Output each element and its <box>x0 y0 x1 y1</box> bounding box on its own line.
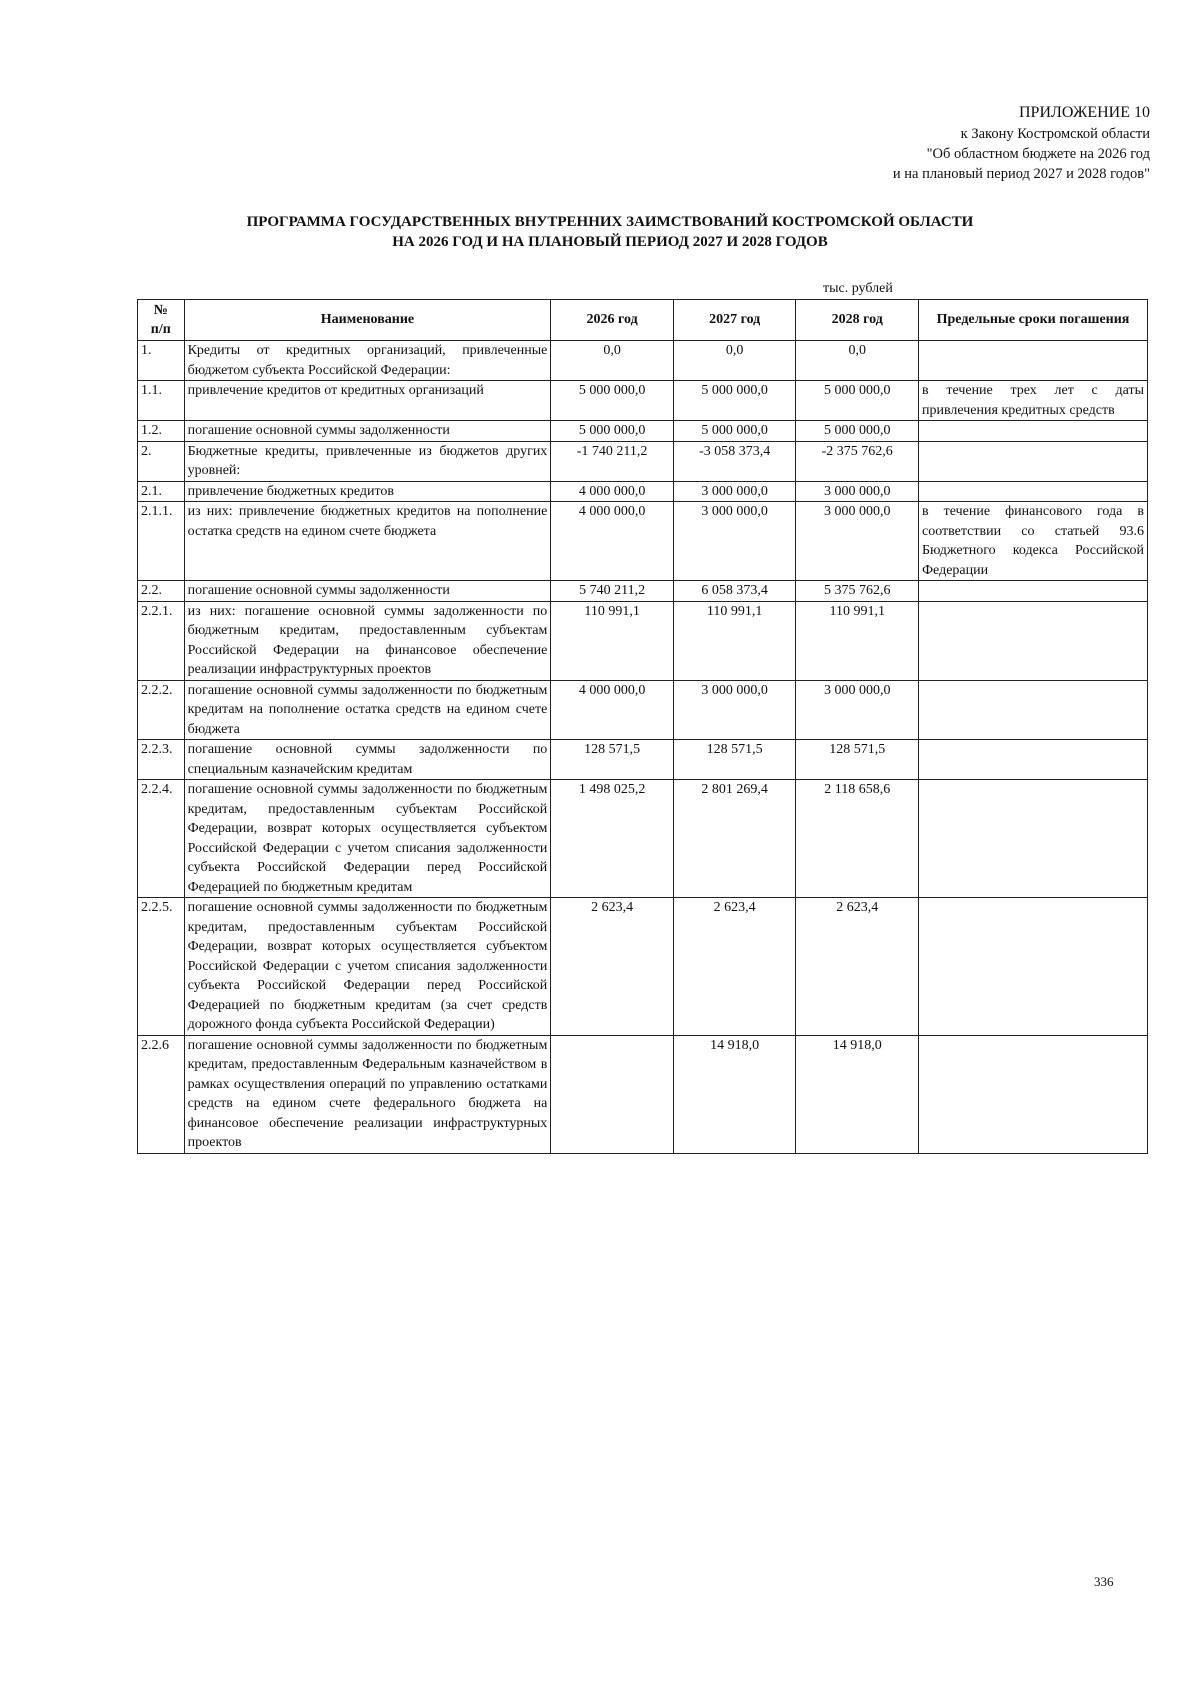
header-2026: 2026 год <box>551 300 674 341</box>
appendix-law-ref: к Закону Костромской области <box>960 126 1150 142</box>
row-value-2026: 4 000 000,0 <box>551 680 674 740</box>
row-name: Кредиты от кредитных организаций, привлеченные бюджетом субъекта Российской Федерации: <box>184 341 551 381</box>
table-row <box>138 898 1148 1036</box>
row-deadline <box>919 780 1148 898</box>
table-row <box>138 341 1148 381</box>
row-value-2026: 4 000 000,0 <box>551 502 674 581</box>
row-value-2028: 5 000 000,0 <box>796 421 919 442</box>
row-deadline <box>919 421 1148 442</box>
row-number: 2.1. <box>138 481 185 502</box>
table-row <box>138 680 1148 740</box>
row-value-2026: 5 740 211,2 <box>551 581 674 602</box>
row-value-2028: 3 000 000,0 <box>796 502 919 581</box>
appendix-header <box>893 102 1150 184</box>
row-number: 2.2.5. <box>138 898 185 1036</box>
table-body <box>138 341 1148 1154</box>
header-2028: 2028 год <box>796 300 919 341</box>
table-row <box>138 601 1148 680</box>
table-header-row <box>138 300 1148 341</box>
row-name: привлечение бюджетных кредитов <box>184 481 551 502</box>
header-num-label: п/п <box>150 322 171 337</box>
row-deadline <box>919 740 1148 780</box>
row-number: 2.2.4. <box>138 780 185 898</box>
table-row <box>138 381 1148 421</box>
row-number: 1. <box>138 341 185 381</box>
row-number: 2.2.6 <box>138 1035 185 1153</box>
row-value-2027: 0,0 <box>673 341 796 381</box>
header-deadline: Предельные сроки погашения <box>919 300 1148 341</box>
row-deadline: в течение финансового года в соответствии со статьей 93.6 Бюджетного кодекса Российской Федерации <box>919 502 1148 581</box>
row-name: погашение основной суммы задолженности по бюджетным кредитам, предоставленным Федеральным казначейством в рамках осуществления операций по управлению остатками средств на едином счете федерального бюджета на финансовое обеспечение реализации инфраструктурных проектов <box>184 1035 551 1153</box>
row-value-2026: 0,0 <box>551 341 674 381</box>
row-value-2028: 14 918,0 <box>796 1035 919 1153</box>
title-line-2: НА 2026 ГОД И НА ПЛАНОВЫЙ ПЕРИОД 2027 И 2028 ГОДОВ <box>392 234 828 250</box>
row-deadline <box>919 481 1148 502</box>
row-value-2026: 110 991,1 <box>551 601 674 680</box>
row-number: 2. <box>138 441 185 481</box>
row-deadline <box>919 1035 1148 1153</box>
row-value-2027: 5 000 000,0 <box>673 381 796 421</box>
appendix-law-period: и на плановый период 2027 и 2028 годов" <box>892 166 1150 182</box>
table-row <box>138 581 1148 602</box>
row-value-2027: 3 000 000,0 <box>673 481 796 502</box>
table-row <box>138 421 1148 442</box>
table-row <box>138 1035 1148 1153</box>
row-name: погашение основной суммы задолженности <box>184 581 551 602</box>
row-value-2027: 110 991,1 <box>673 601 796 680</box>
row-deadline: в течение трех лет с даты привлечения кредитных средств <box>919 381 1148 421</box>
table-row <box>138 441 1148 481</box>
row-name: погашение основной суммы задолженности по специальным казначейским кредитам <box>184 740 551 780</box>
row-value-2027: 14 918,0 <box>673 1035 796 1153</box>
row-value-2028: 128 571,5 <box>796 740 919 780</box>
row-value-2026: 128 571,5 <box>551 740 674 780</box>
row-deadline <box>919 601 1148 680</box>
title-line-1: ПРОГРАММА ГОСУДАРСТВЕННЫХ ВНУТРЕННИХ ЗАИМСТВОВАНИЙ КОСТРОМСКОЙ ОБЛАСТИ <box>246 214 974 230</box>
row-number: 2.2.2. <box>138 680 185 740</box>
row-name: погашение основной суммы задолженности по бюджетным кредитам, предоставленным субъектам Российской Федерации, возврат которых осуществляется субъектом Российской Федерации с учетом списания задолженности субъекта Российской Федерации перед Российской Федерацией по бюджетным кредитам (за счет средств дорожного фонда субъекта Российской Федерации) <box>184 898 551 1036</box>
table-row <box>138 780 1148 898</box>
row-value-2026: 4 000 000,0 <box>551 481 674 502</box>
row-number: 2.2.1. <box>138 601 185 680</box>
appendix-law-title: "Об областном бюджете на 2026 год <box>926 146 1150 162</box>
row-number: 2.1.1. <box>138 502 185 581</box>
row-value-2027: 5 000 000,0 <box>673 421 796 442</box>
row-name: из них: привлечение бюджетных кредитов на пополнение остатка средств на едином счете бюджета <box>184 502 551 581</box>
row-deadline <box>919 680 1148 740</box>
row-value-2026: 5 000 000,0 <box>551 381 674 421</box>
row-number: 2.2. <box>138 581 185 602</box>
row-number: 1.2. <box>138 421 185 442</box>
row-value-2027: 3 000 000,0 <box>673 680 796 740</box>
units-label: тыс. рублей <box>823 281 893 296</box>
row-value-2028: 0,0 <box>796 341 919 381</box>
borrowings-table <box>137 299 1148 1154</box>
document-title <box>0 212 1200 252</box>
row-deadline <box>919 581 1148 602</box>
row-value-2028: 3 000 000,0 <box>796 481 919 502</box>
row-name: погашение основной суммы задолженности по бюджетным кредитам на пополнение остатка средств на едином счете бюджета <box>184 680 551 740</box>
header-name: Наименование <box>184 300 551 341</box>
row-name: привлечение кредитов от кредитных организаций <box>184 381 551 421</box>
row-deadline <box>919 441 1148 481</box>
row-value-2027: 128 571,5 <box>673 740 796 780</box>
row-value-2028: 5 375 762,6 <box>796 581 919 602</box>
table-row <box>138 481 1148 502</box>
row-value-2028: 2 623,4 <box>796 898 919 1036</box>
row-name: Бюджетные кредиты, привлеченные из бюджетов других уровней: <box>184 441 551 481</box>
row-value-2026: -1 740 211,2 <box>551 441 674 481</box>
header-num-symbol: № <box>153 302 168 318</box>
row-value-2027: 2 623,4 <box>673 898 796 1036</box>
appendix-number: ПРИЛОЖЕНИЕ 10 <box>1018 104 1150 121</box>
row-value-2028: 2 118 658,6 <box>796 780 919 898</box>
row-name: погашение основной суммы задолженности по бюджетным кредитам, предоставленным субъектам Российской Федерации, возврат которых осуществляется субъектом Российской Федерации с учетом списания задолженности субъекта Российской Федерации перед Российской Федерацией по бюджетным кредитам <box>184 780 551 898</box>
row-value-2028: -2 375 762,6 <box>796 441 919 481</box>
row-deadline <box>919 341 1148 381</box>
row-value-2027: 6 058 373,4 <box>673 581 796 602</box>
page-number: 336 <box>1094 1574 1114 1589</box>
row-value-2026: 2 623,4 <box>551 898 674 1036</box>
table-row <box>138 502 1148 581</box>
row-number: 1.1. <box>138 381 185 421</box>
row-value-2028: 5 000 000,0 <box>796 381 919 421</box>
header-2027: 2027 год <box>673 300 796 341</box>
row-value-2026: 1 498 025,2 <box>551 780 674 898</box>
row-name: погашение основной суммы задолженности <box>184 421 551 442</box>
row-value-2027: 2 801 269,4 <box>673 780 796 898</box>
row-value-2027: 3 000 000,0 <box>673 502 796 581</box>
row-value-2027: -3 058 373,4 <box>673 441 796 481</box>
row-number: 2.2.3. <box>138 740 185 780</box>
row-value-2028: 3 000 000,0 <box>796 680 919 740</box>
row-value-2026: 5 000 000,0 <box>551 421 674 442</box>
header-num <box>138 300 185 341</box>
row-deadline <box>919 898 1148 1036</box>
row-value-2028: 110 991,1 <box>796 601 919 680</box>
table-row <box>138 740 1148 780</box>
row-value-2026 <box>551 1035 674 1153</box>
row-name: из них: погашение основной суммы задолженности по бюджетным кредитам, предоставленным субъектам Российской Федерации на финансовое обеспечение реализации инфраструктурных проектов <box>184 601 551 680</box>
